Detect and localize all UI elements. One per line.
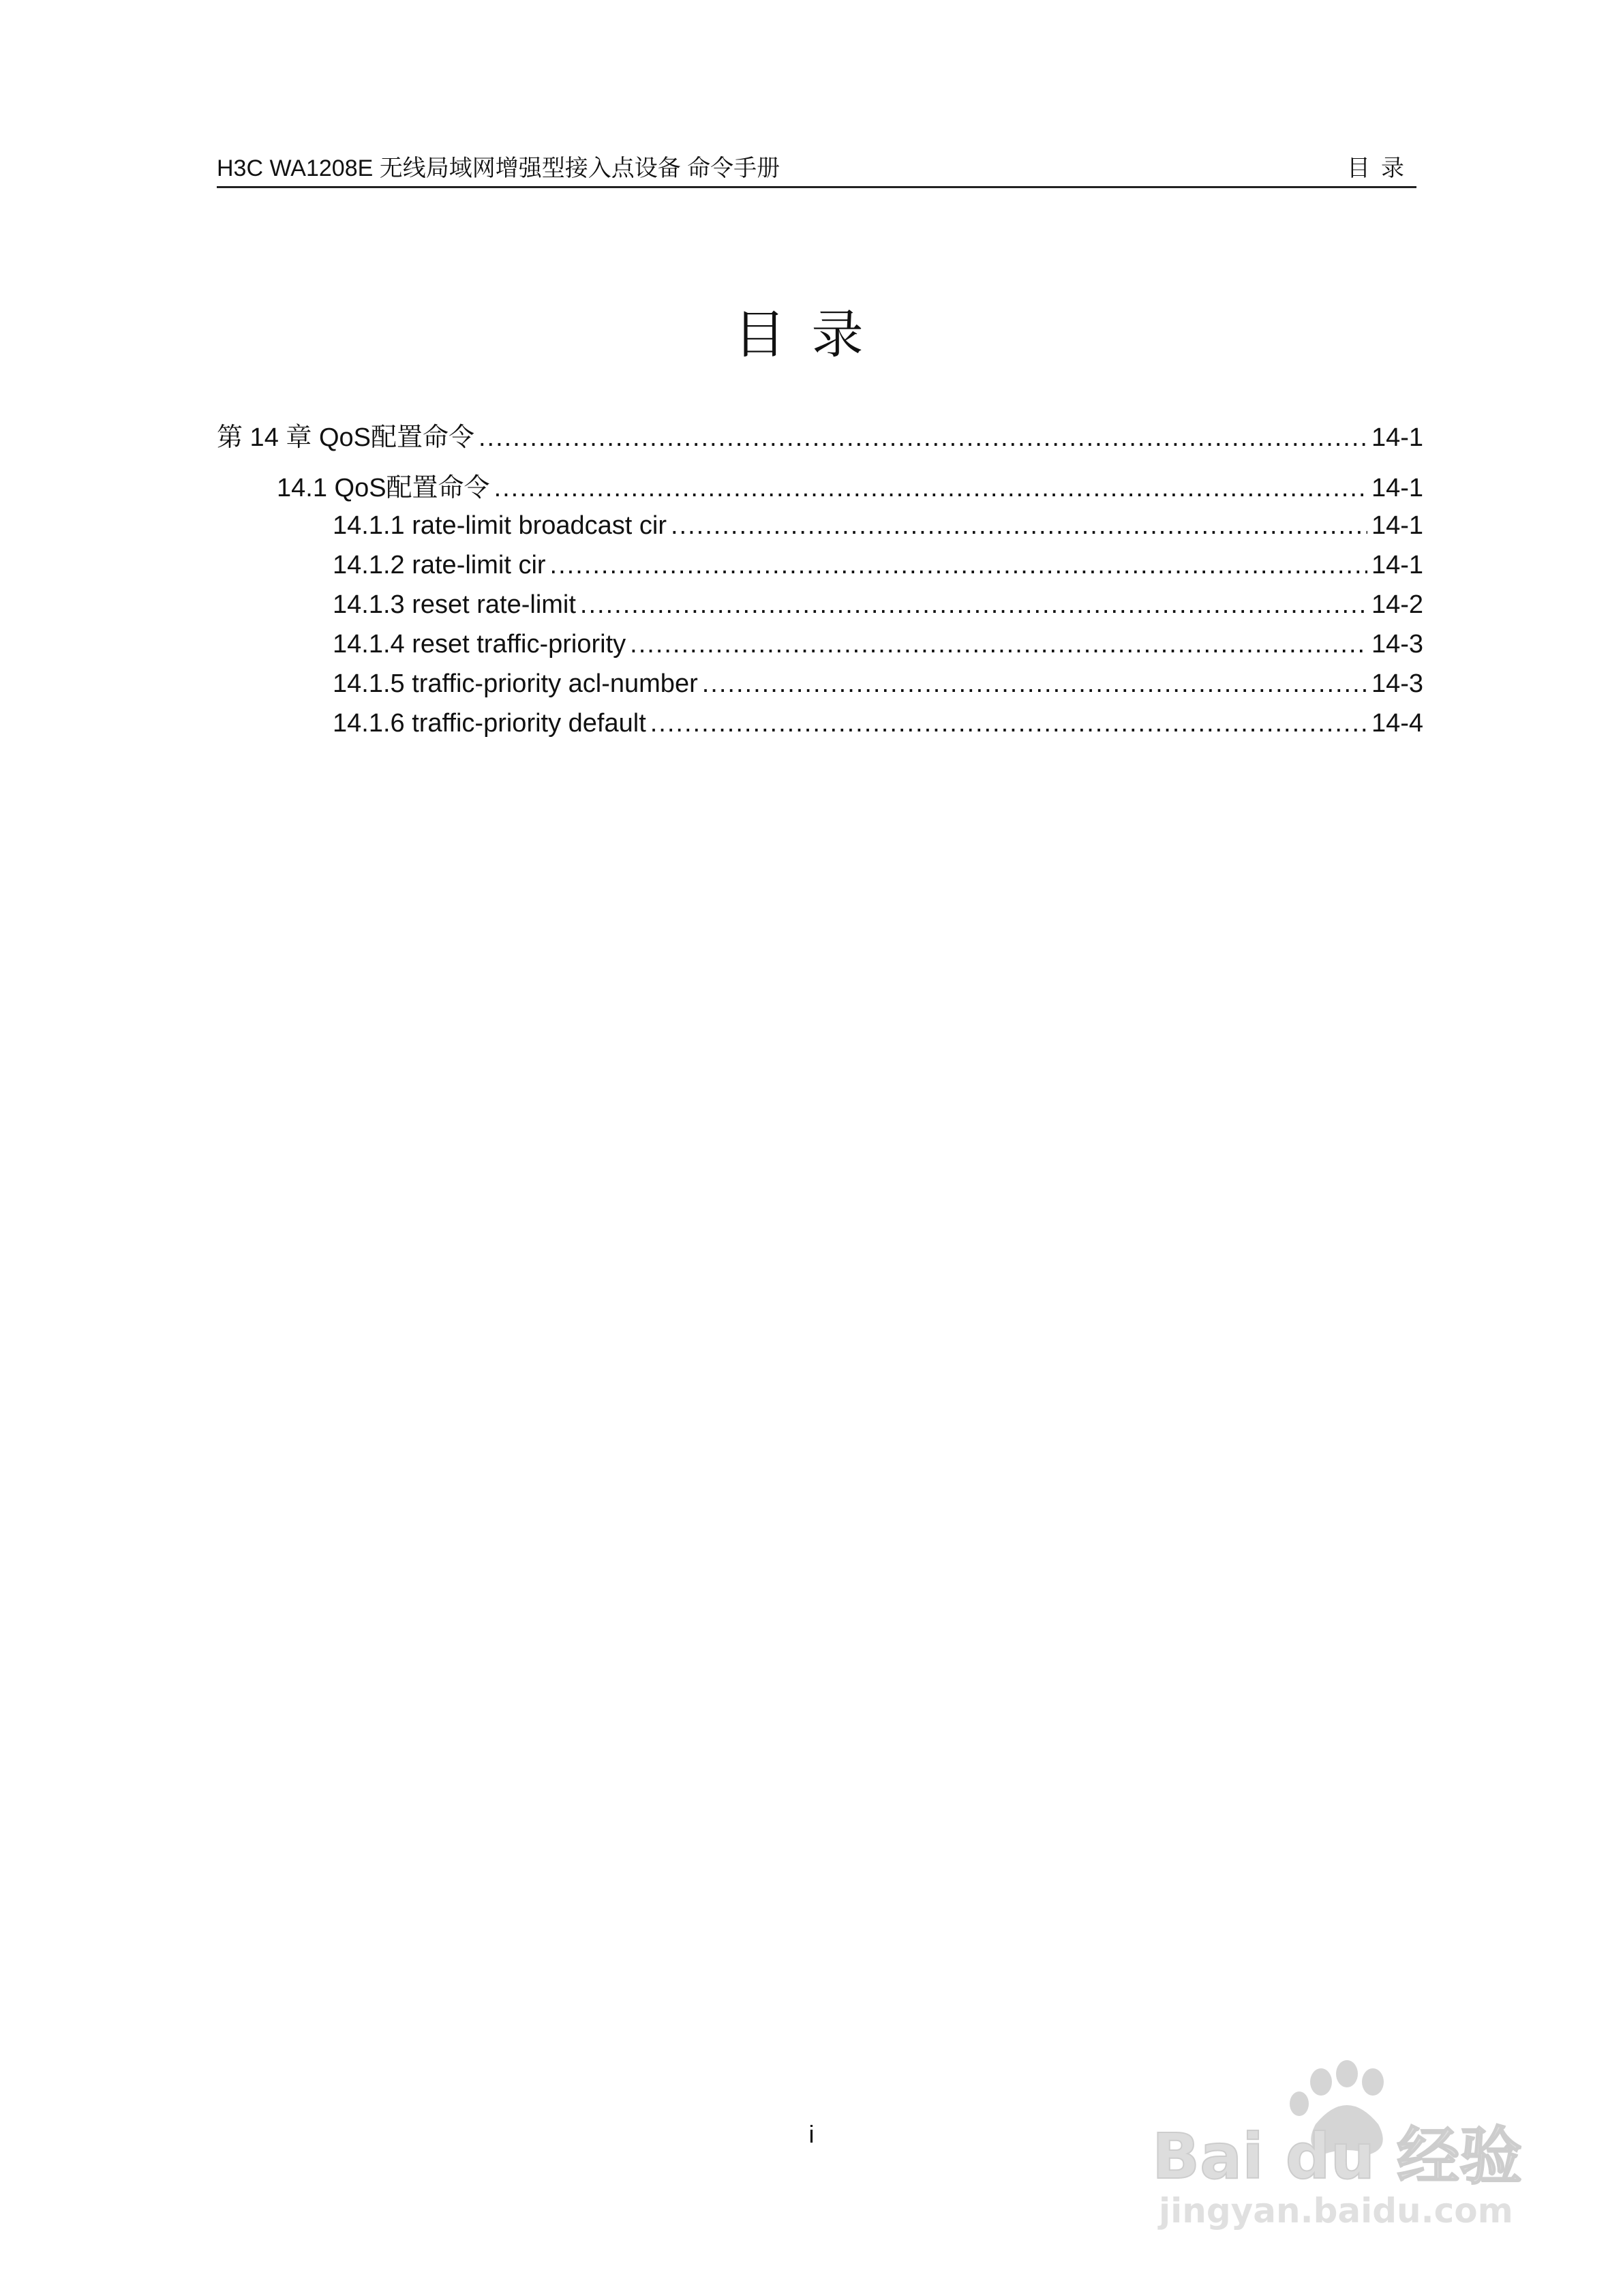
page-header (217, 155, 1416, 188)
toc-entry-14-1-2[interactable] (333, 551, 1423, 580)
toc-leader-dots (650, 709, 1367, 738)
header-section-label: 目录 (1347, 155, 1415, 181)
header-document-title: H3C WA1208E 无线局域网增强型接入点设备 命令手册 (217, 155, 780, 181)
toc-entry-chapter-14[interactable] (217, 416, 1423, 453)
watermark-url: jingyan.baidu.com (1159, 2191, 1513, 2231)
toc-entry-14-1-4[interactable] (333, 630, 1423, 659)
toc-entry-label: 14.1.6 traffic-priority default (333, 709, 646, 738)
toc-leader-dots (671, 511, 1367, 541)
toc-entry-label: 14.1.2 rate-limit cir (333, 551, 546, 579)
toc-entry-label: 14.1.4 reset traffic-priority (333, 630, 626, 659)
toc-leader-dots (479, 423, 1367, 453)
toc-leader-dots (630, 630, 1367, 659)
toc-entry-page: 14-1 (1371, 551, 1423, 579)
header-rule (217, 186, 1416, 188)
page-number: i (808, 2120, 815, 2148)
toc-entry-14-1-3[interactable] (333, 590, 1423, 620)
toc-entry-page: 14-1 (1371, 474, 1423, 502)
toc-entry-label: 14.1.3 reset rate-limit (333, 590, 576, 619)
baidu-jingyan-watermark (1145, 2059, 1527, 2236)
toc-entry-page: 14-1 (1371, 511, 1423, 540)
toc-leader-dots (702, 669, 1367, 699)
toc-entry-page: 14-4 (1371, 709, 1423, 738)
watermark-brand: Bai du 经验 (1152, 2120, 1523, 2193)
toc-entry-14-1-6[interactable] (333, 709, 1423, 738)
toc-entry-page: 14-3 (1371, 630, 1423, 659)
toc-entry-label: 14.1 QoS配置命令 (277, 474, 490, 502)
toc-entry-14-1[interactable] (277, 466, 1423, 504)
toc-entry-14-1-5[interactable] (333, 669, 1423, 699)
toc-entry-label: 14.1.1 rate-limit broadcast cir (333, 511, 667, 540)
toc-entry-page: 14-1 (1371, 423, 1423, 452)
toc-entry-14-1-1[interactable] (333, 511, 1423, 541)
toc-leader-dots (550, 551, 1367, 580)
page-title: 目录 (733, 304, 890, 365)
toc-leader-dots (494, 474, 1367, 503)
toc-entry-page: 14-3 (1371, 669, 1423, 698)
toc-entry-label: 第 14 章 QoS配置命令 (217, 423, 474, 452)
toc-entry-label: 14.1.5 traffic-priority acl-number (333, 669, 698, 698)
toc-entry-page: 14-2 (1371, 590, 1423, 619)
toc-leader-dots (580, 590, 1367, 620)
